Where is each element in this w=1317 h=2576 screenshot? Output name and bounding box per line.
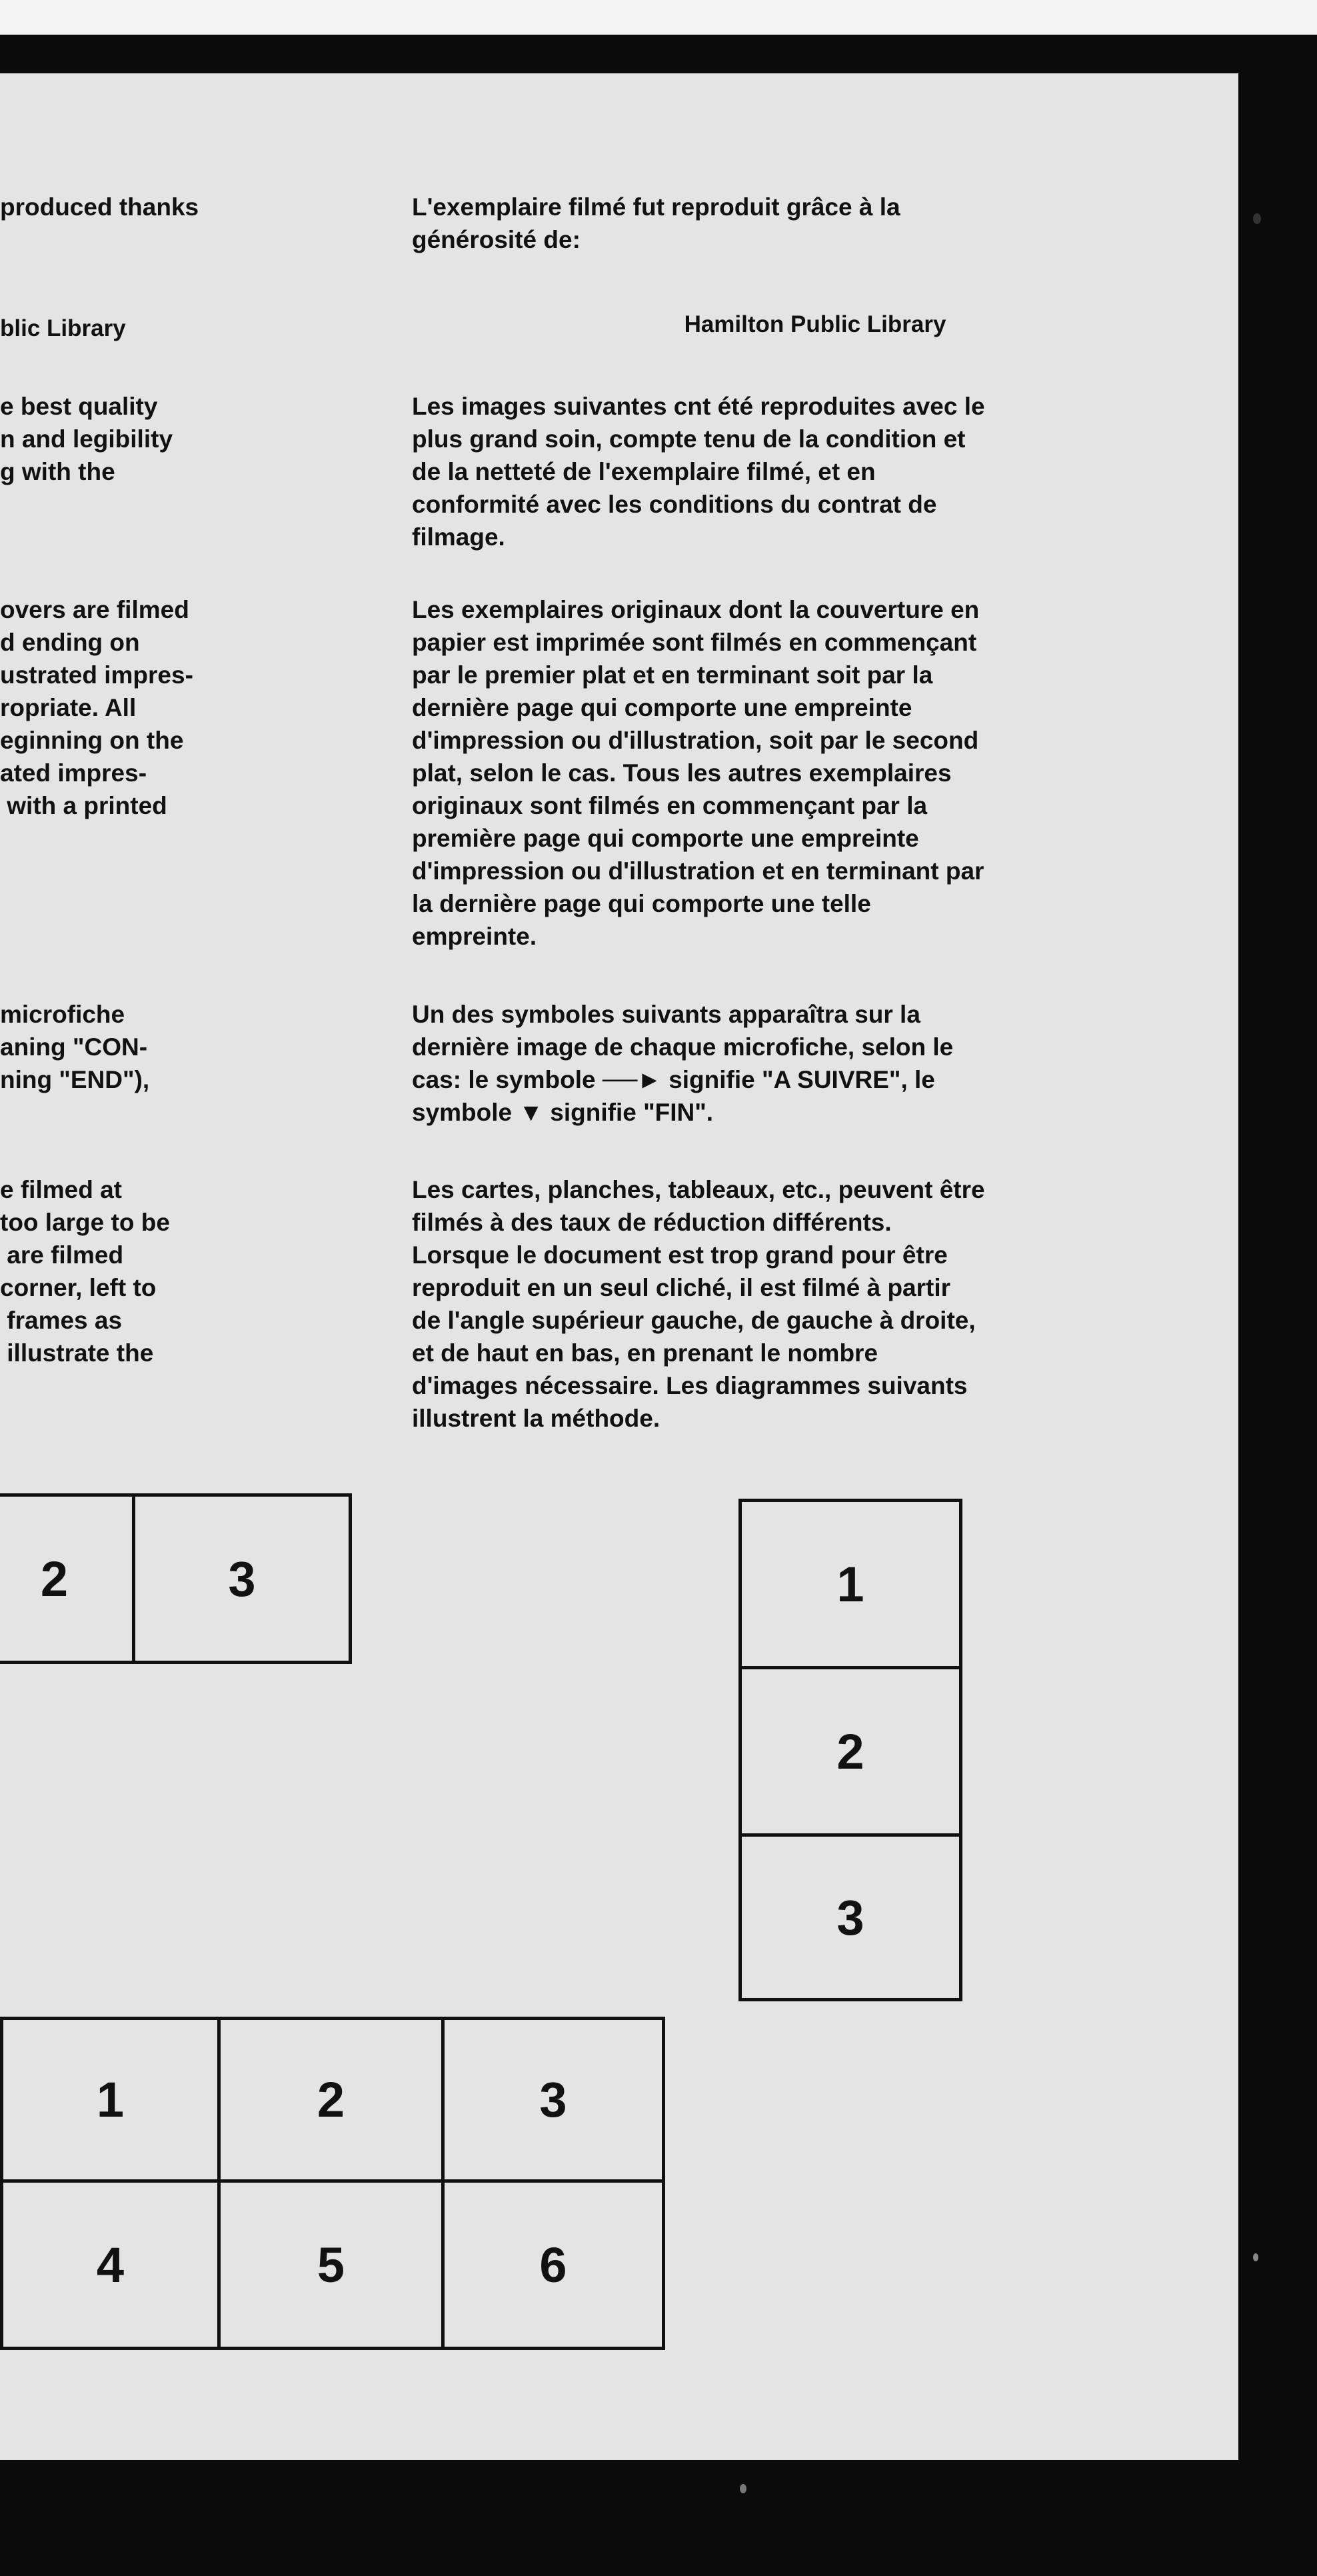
scan-top-margin [0, 0, 1317, 35]
left-quality-paragraph: e best quality n and legibility g with the [0, 393, 173, 485]
diagram-grid-frame-1: 1 [0, 2017, 221, 2183]
diagram-grid-frame-2: 2 [217, 2017, 445, 2183]
diagram-grid-frame-3: 3 [441, 2017, 665, 2183]
right-maps-paragraph: Les cartes, planches, tableaux, etc., peuvent être filmés à des taux de réduction différents. Lorsque le document est trop grand pour être reproduit en un seul cliché, il est filmé à partir de l'angle supérieur gauche, de gauche à droite, et de haut en bas, en prenant le nombre d'images nécessaire. Les diagrammes suivants illustrent la méthode. [412, 1176, 985, 1432]
right-symbols-paragraph: Un des symboles suivants apparaîtra sur la dernière image de chaque microfiche, selon le cas: le symbole ──► signifie "A SUIVRE", le symbole ▼ signifie "FIN". [412, 1001, 954, 1126]
right-quality-paragraph: Les images suivantes cnt été reproduites avec le plus grand soin, compte tenu de la condition et de la netteté de l'exemplaire filmé, et en conformité avec les conditions du contrat de filmage. [412, 393, 985, 551]
left-microfiche-paragraph: microfiche aning "CON- ning "END"), [0, 1001, 150, 1093]
scan-speck [1253, 213, 1261, 224]
diagram-grid-frame-6: 6 [441, 2179, 665, 2350]
scan-top-border [0, 35, 1317, 73]
left-thanks-text: produced thanks [0, 193, 199, 221]
diagram-grid-frame-4: 4 [0, 2179, 221, 2350]
diagram-grid-frame-5: 5 [217, 2179, 445, 2350]
scan-speck [740, 2484, 746, 2493]
diagram-strip-frame-3: 3 [132, 1493, 352, 1664]
diagram-column-frame-3: 3 [738, 1833, 962, 2001]
right-covers-paragraph: Les exemplaires originaux dont la couverture en papier est imprimée sont filmés en commençant par le premier plat et en terminant soit par la dernière page qui comporte une empreinte d'impression ou d'illustration, soit par le second plat, selon le cas. Tous les autres exemplaires originaux sont filmés en commençant par la première page qui comporte une empreinte d'impression ou d'illustration et en terminant par la dernière page qui comporte une telle empreinte. [412, 596, 984, 950]
scan-speck [1253, 2253, 1258, 2261]
diagram-column-frame-1: 1 [738, 1499, 962, 1669]
left-maps-paragraph: e filmed at too large to be are filmed corner, left to frames as illustrate the [0, 1176, 170, 1367]
right-library-name: Hamilton Public Library [684, 311, 946, 337]
left-covers-paragraph: overs are filmed d ending on ustrated impres- ropriate. All eginning on the ated impres- with a printed [0, 596, 193, 819]
right-intro-text: L'exemplaire filmé fut reproduit grâce à la générosité de: [412, 193, 900, 253]
scan-right-border [1238, 35, 1317, 2576]
left-library-name: blic Library [0, 315, 126, 341]
diagram-strip-frame-2: 2 [0, 1493, 135, 1664]
scan-bottom-border [0, 2460, 1317, 2576]
diagram-column-frame-2: 2 [738, 1666, 962, 1837]
